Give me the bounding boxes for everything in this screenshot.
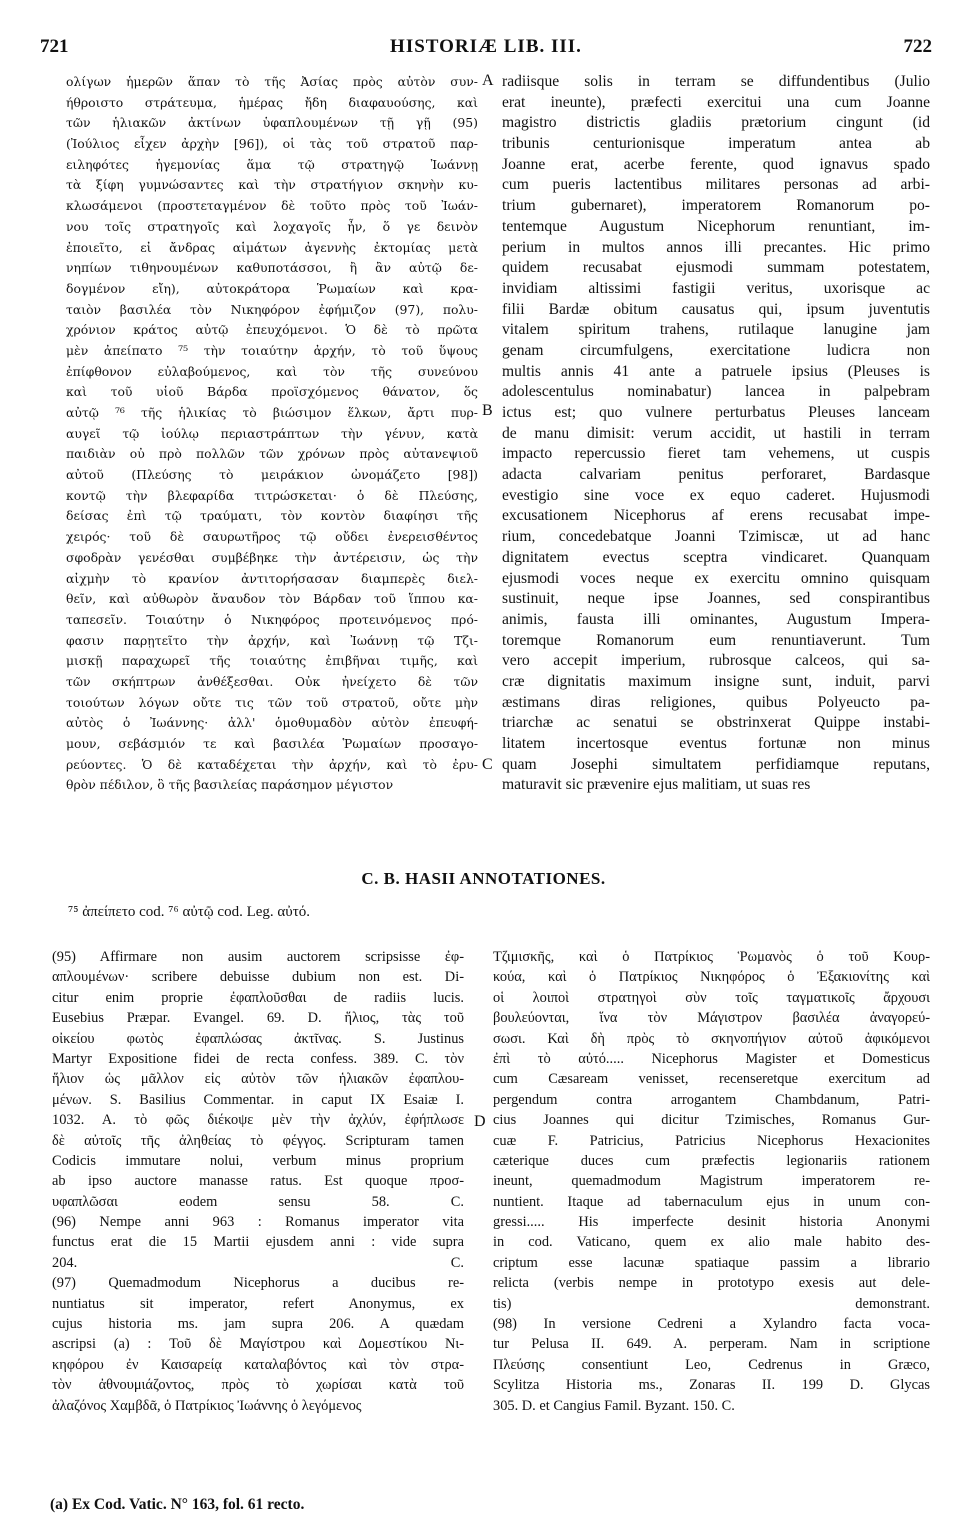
text-line: 1032. A. τὸ φῶς διέκοψε μὲν τὴν ἀχλύν, ἐφήπλωσε bbox=[52, 1112, 464, 1129]
text-line: ρεύοντες. Ὁ δὲ καταδέχεται τὴν ἀρχήν, καὶ τὸ ἐρυ- bbox=[66, 756, 478, 772]
latin-text-column bbox=[502, 72, 930, 796]
text-line: adacta calvariam penitus perforaret, Bardasque bbox=[502, 466, 930, 484]
text-line: μισκῇ παραχωρεῖ τῆς τοιαύτης ἐπιβῆναι τιμῆς, καὶ bbox=[66, 653, 478, 669]
annotations-left-column bbox=[52, 947, 464, 1416]
text-line: relicta (verbis nempe in prototypo exesis aut dele- bbox=[493, 1275, 930, 1292]
text-line: (97) Quemadmodum Nicephorus a ducibus re- bbox=[52, 1275, 464, 1292]
text-line: animis, fausta illi ominantes, Augustum Impera- bbox=[502, 610, 930, 628]
text-line: κοντῷ τὴν βλεφαρίδα τιτρώσκεται· ὁ δὲ Πλεύσης, bbox=[66, 487, 478, 503]
section-marker-b: B bbox=[482, 402, 493, 419]
text-line: μένων. S. Basilius Commentar. in caput IX Esaiæ I. bbox=[52, 1091, 464, 1108]
text-line: (Ἰούλιος εἶχεν ἀρχὴν [96]), οἱ τὰς τοῦ στρατοῦ παρ- bbox=[66, 136, 478, 152]
text-line: genam circumfulgens, exercitatione ludicra non bbox=[502, 341, 930, 359]
text-line: vero accepit imperium, rubrosque calceos, qui sa- bbox=[502, 652, 930, 670]
text-line: καὶ τοῦ υἱοῦ Βάρδα προϊσχόμενος θάνατον, ὅς bbox=[66, 384, 478, 400]
text-line: ἐπὶ τὸ αὐτό..... Nicephorus Magister et Domesticus bbox=[493, 1050, 930, 1067]
text-line: ειληφότες ἡγεμονίας ἅμα τῷ στρατηγῷ Ἰωάννῃ bbox=[66, 156, 478, 172]
text-line: αυγεῖ τῷ ἰούλῳ περιαστράπτων τὴν γένυν, κατὰ bbox=[66, 425, 478, 441]
text-line: tribunis centurionisque imperatum antea ab bbox=[502, 135, 930, 153]
text-line: erat ineunte), præfecti exercitui una cum Joanne bbox=[502, 93, 930, 111]
page-number-right: 722 bbox=[903, 36, 932, 57]
text-line: multis annis 41 ante a patruele ipsius (Pleuses is bbox=[502, 362, 930, 380]
text-line: triarchæ ac senatui se obstrinxerat Quippe instabi- bbox=[502, 714, 930, 732]
text-line: βουλεύονται, ἵνα τὸν Μάγιστρον βασιλέα ἀναγορεύ- bbox=[493, 1010, 930, 1027]
text-line: αὐτῷ ⁷⁶ τῆς ἡλικίας τὸ βιώσιμον ἕλκων, ἄρτι πυρ- bbox=[66, 405, 478, 420]
text-line: ολίγων ἡμερῶν ἅπαν τὸ τῆς Ἀσίας πρὸς αὐτὸν συν- bbox=[66, 74, 478, 89]
text-line: nuntient. Itaque ad tabernaculum ejus in unum con- bbox=[493, 1193, 930, 1210]
text-line: ascripsi (a) : Τοῦ δὲ Μαγίστρου καὶ Δομεστίκου Νι- bbox=[52, 1336, 464, 1353]
text-line: φασιν παρῃτεῖτο τὴν ἀρχήν, καὶ Ἰωάννῃ τῷ Τζι- bbox=[66, 632, 478, 648]
text-line: τὸν ἀθνουμιάζοντος, πρὸς τὸ χωρίσαι κατὰ τοῦ bbox=[52, 1377, 464, 1394]
text-line: κούα, καὶ ὁ Πατρίκιος Νικηφόρος ὁ Ἐξακιονίτης καὶ bbox=[493, 969, 930, 986]
text-line: de manu dimisit: verum accidit, ut hastili in terram bbox=[502, 424, 930, 442]
text-line: αὐτὸς ὁ Ἰωάννης· ἀλλ' ὁμοθυμαδὸν αὐτὸν ἐπευφή- bbox=[66, 715, 478, 731]
text-line: νηπίων τιθηνουμένων καθυποτάσσοι, ἢ ἂν αὐτῷ δε- bbox=[66, 260, 478, 276]
text-line: ταιὸν βασιλέα τὸν Νικηφόρον ἐφήμιζον (97), πολυ- bbox=[66, 301, 478, 317]
text-line: οἰκείου φωτὸς ἐφαπλώσας ἀκτῖνας. S. Justinus bbox=[52, 1030, 464, 1047]
text-line: radiisque solis in terram se diffundentibus (Julio bbox=[502, 73, 930, 90]
text-line: ejusmodi voces neque ex exercitu omnino quisquam bbox=[502, 569, 930, 587]
text-line: Martyr Expositione fidei de recta confess. 389. C. τὸν bbox=[52, 1050, 464, 1067]
text-line: τῶν ἡλιακῶν ἀκτίνων ὑφαπλουμένων τῇ γῇ (95) bbox=[66, 115, 478, 131]
text-line: pergendum contra arrogantem Chambdanum, Patri- bbox=[493, 1091, 930, 1108]
text-line: θρὸν πέδιλον, ὃ τῆς βασιλείας παράσημον μέγιστον bbox=[66, 777, 394, 793]
annotations-right-column bbox=[493, 947, 930, 1416]
text-line: cæterique duces cum præfectis legionariis rationem bbox=[493, 1152, 930, 1169]
text-line: tur Pelusa II. 649. A. perperam. Nam in scriptione bbox=[493, 1336, 930, 1353]
text-line: τῶν σκήπτρων ἀνθέξεσθαι. Οὐκ ἠνείχετο δὲ τῶν bbox=[66, 673, 478, 689]
text-line: Scylitza Historia ms., Zonaras II. 199 D. Glycas bbox=[493, 1377, 930, 1394]
text-line: σφοδρὰν γενέσθαι συμβέβηκε τὴν ἀντέρεισιν, ὡς τὴν bbox=[66, 549, 478, 565]
text-line: impacto repercussio fieret tam vehemens, ut cuspis bbox=[502, 445, 930, 463]
text-line: (98) In versione Cedreni a Xylandro facta voca- bbox=[493, 1316, 930, 1333]
text-line: toremque Romanorum eum renuntiaverunt. Tum bbox=[502, 631, 930, 649]
running-header bbox=[40, 36, 932, 60]
text-line: Joanne erat, acerbe ferente, quod ignavus spado bbox=[502, 155, 930, 173]
text-line: χρόνιον κράτος αὐτῷ ἐπευχόμενοι. Ὁ δὲ τὸ πρῶτα bbox=[66, 322, 478, 338]
text-line: ἀλαζόνος Χαμβδᾶ, ὁ Πατρίκιος Ἰωάννης ὁ λεγόμενος bbox=[52, 1397, 362, 1414]
text-line: adolescentulus nominabatur) lancea in palpebram bbox=[502, 383, 930, 401]
text-line: κλωσάμενοι (προστεταγμένον δὲ τοῦτο πρὸς τοῦ Ἰωάν- bbox=[66, 198, 478, 214]
text-line: Codicis immutare nolui, verbum minus proprium bbox=[52, 1152, 464, 1169]
text-line: magistro districtis gladiis prætorium cingunt (id bbox=[502, 114, 930, 132]
text-line: σωσι. Καὶ δὴ πρὸς τὸ σκηνοπήγιον αὐτοῦ ἀφικόμενοι bbox=[493, 1030, 930, 1047]
critical-notes: ⁷⁵ ἀπείπετο cod. ⁷⁶ αὐτῷ cod. Leg. αὐτό. bbox=[68, 904, 310, 920]
text-line: perium in multos annos illi precantes. Hic primo bbox=[502, 238, 930, 256]
text-line: cuæ F. Patricius, Patricius Nicephorus Hexacionites bbox=[493, 1132, 930, 1149]
text-line: evestigio sine voce ex equo caderet. Hujusmodi bbox=[502, 486, 930, 504]
text-line: trium gubernaret), imperatorem Romanorum po- bbox=[502, 197, 930, 215]
text-line: δογμένον εἴη), αὐτοκράτορα Ῥωμαίων καὶ κρα- bbox=[66, 280, 478, 296]
text-line: tis) demonstrant. bbox=[493, 1295, 930, 1312]
text-line: αὐτοῦ (Πλεύσης τὸ μειράκιον ὠνομάζετο [98]) bbox=[66, 467, 478, 483]
footnote: (a) Ex Cod. Vatic. N° 163, fol. 61 recto. bbox=[50, 1496, 305, 1513]
text-line: quam Josephi simultatem perfidiamque reputans, bbox=[502, 755, 930, 773]
text-line: criptum esse lacunæ spatiaque passim a librario bbox=[493, 1254, 930, 1271]
section-marker-a: A bbox=[482, 72, 494, 89]
text-line: Τζιμισκῆς, καὶ ὁ Πατρίκιος Ῥωμανὸς ὁ τοῦ Κουρ- bbox=[493, 949, 930, 965]
text-line: dignitatem evectus sceptra vindicaret. Quanquam bbox=[502, 548, 930, 566]
annotations-heading: C. B. HASII ANNOTATIONES. bbox=[361, 869, 606, 888]
text-line: filii Bardæ obitum causatus qui, ipsum juventutis bbox=[502, 300, 930, 318]
text-line: ταπεσεῖν. Τοιαύτην ὁ Νικηφόρος προτεινόμενος πρό- bbox=[66, 611, 478, 627]
text-line: cujus historia ms. jam supra 206. A quædam bbox=[52, 1316, 464, 1333]
text-line: litatem incertosque eventus fortunæ non minus bbox=[502, 735, 930, 752]
text-line: δείσας ἐπὶ τῷ τραύματι, τὸν κοντὸν διαφίησι τῆς bbox=[66, 508, 478, 524]
running-title: HISTORIÆ LIB. III. bbox=[390, 36, 582, 57]
text-line: αἰχμὴν τὸ κρανίον ἀντιτορήσασαν διαμπερὲς διελ- bbox=[66, 570, 478, 586]
text-line: υφαπλῶσαι eodem sensu 58. C. bbox=[52, 1193, 464, 1210]
text-line: æstimans diras religiones, quibus Polyeucto pa- bbox=[502, 693, 930, 711]
text-line: ictus est; quo vulnere perturbatus Pleuses lanceam bbox=[502, 404, 930, 421]
text-line: in cod. Vaticano, quem ex alio male habito des- bbox=[493, 1234, 930, 1251]
text-line: tentemque Augustum Nicephorum renuntiant, im- bbox=[502, 217, 930, 235]
text-line: nuntiatus sit imperator, refert Anonymus, ex bbox=[52, 1295, 464, 1312]
text-line: vitalem spiritum trahens, rutilaque lanugine jam bbox=[502, 321, 930, 339]
text-line: ab ipso auctore manasse ratus. Est quoque προσ- bbox=[52, 1173, 464, 1190]
text-line: cum pueris lactentibus militares personas ad arbi- bbox=[502, 176, 930, 194]
text-line: cum Cæsaream venisset, recenseretque exercitum ad bbox=[493, 1071, 930, 1088]
text-line: τοιούτων λόγων οὔτε τις τῶν τοῦ στρατοῦ, οὔτε μὴν bbox=[66, 694, 478, 710]
text-line: μουν, σεβάσμιόν τε καὶ βασιλέα Ῥωμαίων προσαγο- bbox=[66, 736, 478, 751]
text-line: θεῖν, καὶ αὐθωρὸν ἄναυδον τὸν Βάρδαν τοῦ ἵππου κα- bbox=[66, 591, 478, 607]
text-line: citur enim proprie ἐφαπλοῦσθαι de radiis lucis. bbox=[52, 989, 464, 1006]
text-line: Eusebius Præpar. Evangel. 69. D. ἥλιος, τὰς τοῦ bbox=[52, 1010, 464, 1027]
text-line: (95) Affirmare non ausim auctorem scripsisse ἐφ- bbox=[52, 949, 464, 965]
text-line: ἐπίφθονον εὐλαβούμενος, καὶ τὸν τῆς συνεύνου bbox=[66, 363, 478, 379]
text-line: Πλεύσης consentiunt Leo, Cedrenus in Græco, bbox=[493, 1356, 930, 1373]
section-marker-d: D bbox=[474, 1113, 486, 1130]
page-number-left: 721 bbox=[40, 36, 69, 57]
text-line: 204. C. bbox=[52, 1254, 464, 1271]
text-line: sustinuit, neque ipse Joannes, sed conspirantibus bbox=[502, 590, 930, 608]
text-line: ineunt, quemadmodum Magistrum imperatorem re- bbox=[493, 1173, 930, 1190]
text-line: νου τοῖς στρατηγοῖς καὶ λοχαγοῖς ἦν, ὅ γε δεινὸν bbox=[66, 218, 478, 234]
text-line: cræ dignitatis maximum insigne sunt, induit, parvi bbox=[502, 672, 930, 690]
text-line: ήθροιστο στράτευμα, ἡμέρας ἤδη διαφαυούσης, καὶ bbox=[66, 94, 478, 110]
text-line: maturavit sic prævenire ejus malitiam, ut suas res bbox=[502, 776, 811, 794]
text-line: cius Joannes qui dicitur Tzimisches, Romanus Gur- bbox=[493, 1112, 930, 1129]
text-line: κηφόρου ἐν Καισαρείᾳ καταλαβόντος καὶ τὸν στρα- bbox=[52, 1356, 464, 1373]
text-line: τὰ ξίφη γυμνώσαντες καὶ τὴν στρατήγιον σκηνὴν κυ- bbox=[66, 177, 478, 193]
greek-text-column bbox=[66, 72, 478, 796]
text-line: απλουμένων· scribere debuisse dubium non est. Di- bbox=[52, 969, 464, 986]
text-line: excusationem Nicephorus af erens recusabat impe- bbox=[502, 507, 930, 525]
text-line: χειρός· τοῦ δὲ σαυρωτῆρος τῷ οὔδει ἐνερεισθέντος bbox=[66, 529, 478, 545]
text-line: ἐποιεῖτο, εἰ ἄνδρας αἱμάτων ἀγεννὴς ἐκτομίας μετὰ bbox=[66, 239, 478, 255]
text-line: οἱ λοιποὶ στρατηγοὶ σὺν τοῖς ταγματικοῖς ἄρχουσι bbox=[493, 989, 930, 1006]
text-line: gressi..... His imperfecte desinit historia Anonymi bbox=[493, 1214, 930, 1231]
section-marker-c: C bbox=[482, 756, 493, 773]
text-line: (96) Nempe anni 963 : Romanus imperator vita bbox=[52, 1214, 464, 1231]
text-line: 305. D. et Cangius Famil. Byzant. 150. C. bbox=[493, 1397, 735, 1414]
text-line: functus erat die 15 Martii ejusdem anni : vide supra bbox=[52, 1234, 464, 1251]
text-line: δὲ αὐτοῖς τῆς ἀληθείας τὸ φέγγος. Scripturam tamen bbox=[52, 1132, 464, 1149]
text-line: παιδιὰν οὐ πρὸ πολλῶν τῶν χρόνων πρὸς αὐτανεψιοῦ bbox=[66, 446, 478, 462]
text-line: μὲν ἀπείπατο ⁷⁵ τὴν τοιαύτην ἀρχήν, τὸ τοῦ ὕψους bbox=[66, 342, 478, 358]
text-line: ἥλιον ὡς μᾶλλον εἰς αὐτὸν τῶν ἡλιακῶν ἐφαπλου- bbox=[52, 1071, 464, 1088]
text-line: rium, concedebatque Joanni Tzimiscæ, ut ad hanc bbox=[502, 528, 930, 546]
text-line: invidiam altissimi fastigii veritus, uxorisque ac bbox=[502, 279, 930, 297]
text-line: quidem recusabat ejusmodi summam potestatem, bbox=[502, 259, 930, 277]
